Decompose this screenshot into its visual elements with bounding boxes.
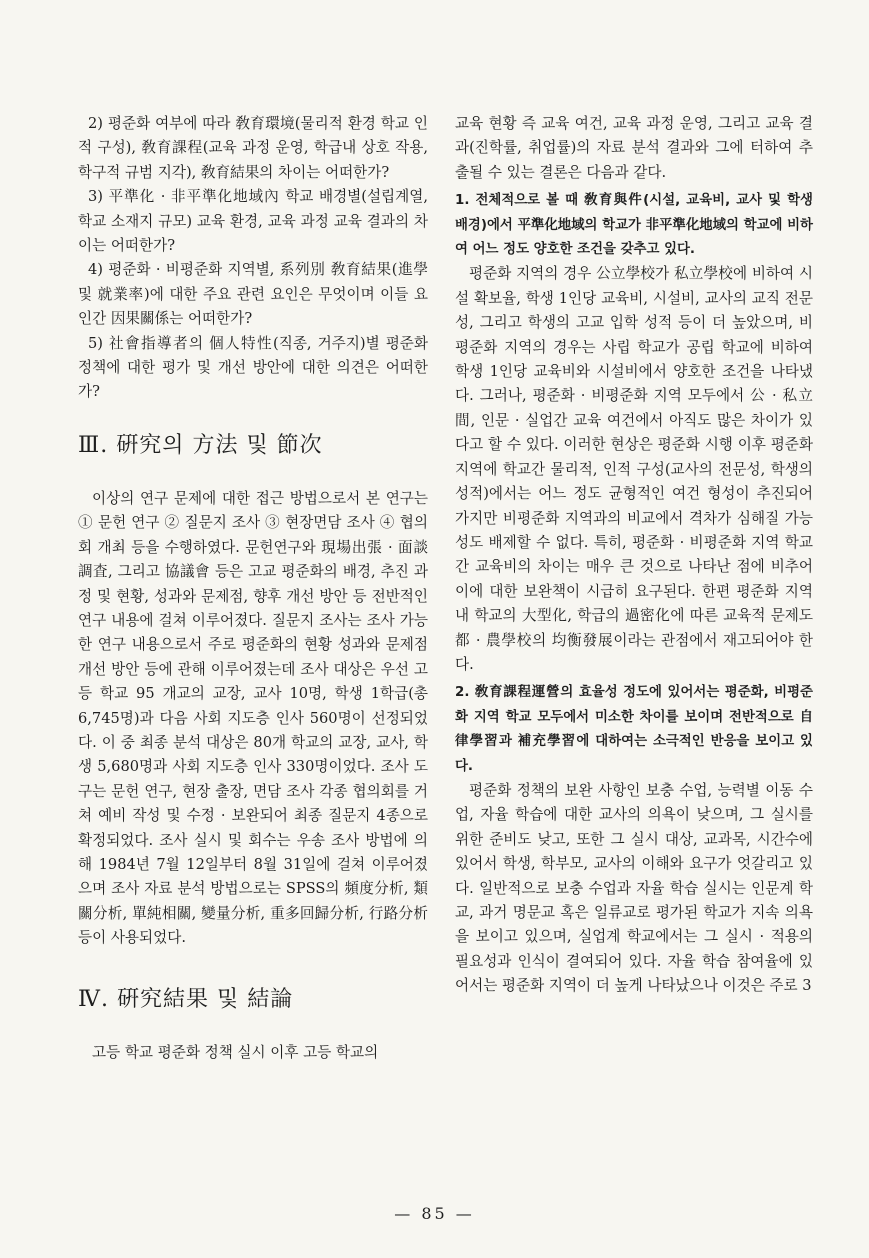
results-intro-continued: 교육 현황 즉 교육 여건, 교육 과정 운영, 그리고 교육 결과(진학률, 취업률)의 자료 분석 결과와 그에 터하여 추출될 수 있는 결론은 다음과 같다. bbox=[455, 115, 813, 181]
research-question-5: 5) 社會指導者의 個人特性(직종, 거주지)별 평준화 정책에 대한 평가 및 개선 방안에 대한 의견은 어떠한가? bbox=[78, 334, 428, 401]
finding-2-body: 평준화 정책의 보완 사항인 보충 수업, 능력별 이동 수업, 자율 학습에 대한 교사의 의욕이 낮으며, 그 실시를 위한 준비도 낮고, 또한 그 실시 대상, 교과목, 시간수에 있어서 학생, 학부모, 교사의 이해와 요구가 엇갈리고 있다. 일반적으로 보충 수업과 자율 학습 실시는 인문계 학교, 과거 명문교 혹은 일류교로 평가된 학교가 지속 의욕을 보이고 있으며, 실업계 학교에서는 그 실시 · 적용의 필요성과 인식이 결여되어 있다. 자율 학습 참여율에 있어서는 평준화 지역이 더 높게 나타났으나 이것은 주로 3 bbox=[455, 781, 813, 995]
research-question-2: 2) 평준화 여부에 따라 敎育環境(물리적 환경 학교 인적 구성), 敎育課程(교육 과정 운영, 학급내 상호 작용, 학구적 규범 지각), 敎育結果의 차이는 어떠한가? bbox=[78, 115, 428, 181]
section-3-heading: Ⅲ. 硏究의 方法 및 節次 bbox=[78, 432, 323, 458]
research-question-3: 3) 平準化 · 非平準化地域內 학교 배경별(설립계열, 학교 소재지 규모) 교육 환경, 교육 과정 교육 결과의 차이는 어떠한가? bbox=[78, 188, 428, 255]
results-intro: 고등 학교 평준화 정책 실시 이후 고등 학교의 bbox=[92, 1043, 379, 1061]
method-paragraph: 이상의 연구 문제에 대한 접근 방법으로서 본 연구는 ① 문헌 연구 ② 질문지 조사 ③ 현장면담 조사 ④ 협의회 개최 등을 수행하였다. 문헌연구와 現場出張 · 面談調査, 그리고 協議會 등은 고교 평준화의 배경, 추진 과정 및 현황, 성과와 문제점, 향후 개선 방안 등 전반적인 연구 내용에 걸쳐 이루어졌다. 질문지 조사는 조사 가능한 연구 내용으로서 주로 평준화의 현황 성과와 문제점 개선 방안 등에 관해 이루어졌는데 조사 대상은 우선 고등 학교 95 개교의 교장, 교사 10명, 학생 1학급(총 6,745명)과 다음 사회 지도층 인사 560명이 선정되었다. 이 중 최종 분석 대상은 80개 학교의 교장, 교사, 학생 5,680명과 사회 지도층 인사 330명이었다. 조사 도구는 문헌 연구, 현장 출장, 면담 조사 각종 협의회를 거쳐 예비 작성 및 수정 · 보완되어 최종 질문지 4종으로 확정되었다. 조사 실시 및 회수는 우송 조사 방법에 의해 1984년 7월 12일부터 8월 31일에 걸쳐 이루어졌으며 조사 자료 분석 방법으로는 SPSS의 頻度分析, 類關分析, 單純相關, 變量分析, 重多回歸分析, 行路分析 등이 사용되었다. bbox=[78, 489, 428, 947]
finding-1-body: 평준화 지역의 경우 公立學校가 私立學校에 비하여 시설 확보율, 학생 1인당 교육비, 시설비, 교사의 교직 전문성, 그리고 학생의 고교 입학 성적 등이 더 높았으며, 비평준화 지역의 경우는 사립 학교가 공립 학교에 비하여 학생 1인당 교육비와 시설비에서 양호한 조건을 나타냈다. 그러나, 평준화 · 비평준화 지역 모두에서 公 · 私立間, 인문 · 실업간 교육 여건에서 아직도 많은 차이가 있다고 할 수 있다. 이러한 현상은 평준화 시행 이후 평준화 지역에 학교간 물리적, 인적 구성(교사의 전문성, 학생의 성적)에서는 어느 정도 균형적인 여건 형성이 추진되어 가지만 비평준화 지역과의 비교에서 격차가 심해질 가능성도 배제할 수 없다. 특히, 평준화 · 비평준화 지역 학교 간 교육비의 차이는 매우 큰 것으로 나타난 점에 비추어 이에 대한 보완책이 시급히 요구된다. 한편 평준화 지역내 학교의 大型化, 학급의 過密化에 따른 교육적 문제도 都 · 農學校의 均衡發展이라는 관점에서 재고되어야 한다. bbox=[455, 265, 813, 673]
finding-1-heading: 1. 전체적으로 볼 때 敎育與件(시설, 교육비, 교사 및 학생 배경)에서 平準化地域의 학교가 非平準化地域의 학교에 비하여 어느 정도 양호한 조건을 갖추고 있다. bbox=[455, 193, 813, 258]
research-question-4: 4) 평준화 · 비평준화 지역별, 系列別 敎育結果(進學 및 就業率)에 대한 주요 관련 요인은 무엇이며 이들 요인간 因果關係는 어떠한가? bbox=[78, 261, 428, 328]
page-number: — 85 — bbox=[394, 1204, 475, 1223]
left-column bbox=[78, 112, 428, 1065]
section-4-heading: Ⅳ. 硏究結果 및 結論 bbox=[78, 986, 294, 1012]
right-column bbox=[455, 112, 813, 999]
finding-2-heading: 2. 敎育課程運營의 효율성 정도에 있어서는 평준화, 비평준화 지역 학교 모두에서 미소한 차이를 보이며 전반적으로 自律學習과 補充學習에 대하여는 소극적인 반응을 보이고 있다. bbox=[455, 685, 813, 774]
